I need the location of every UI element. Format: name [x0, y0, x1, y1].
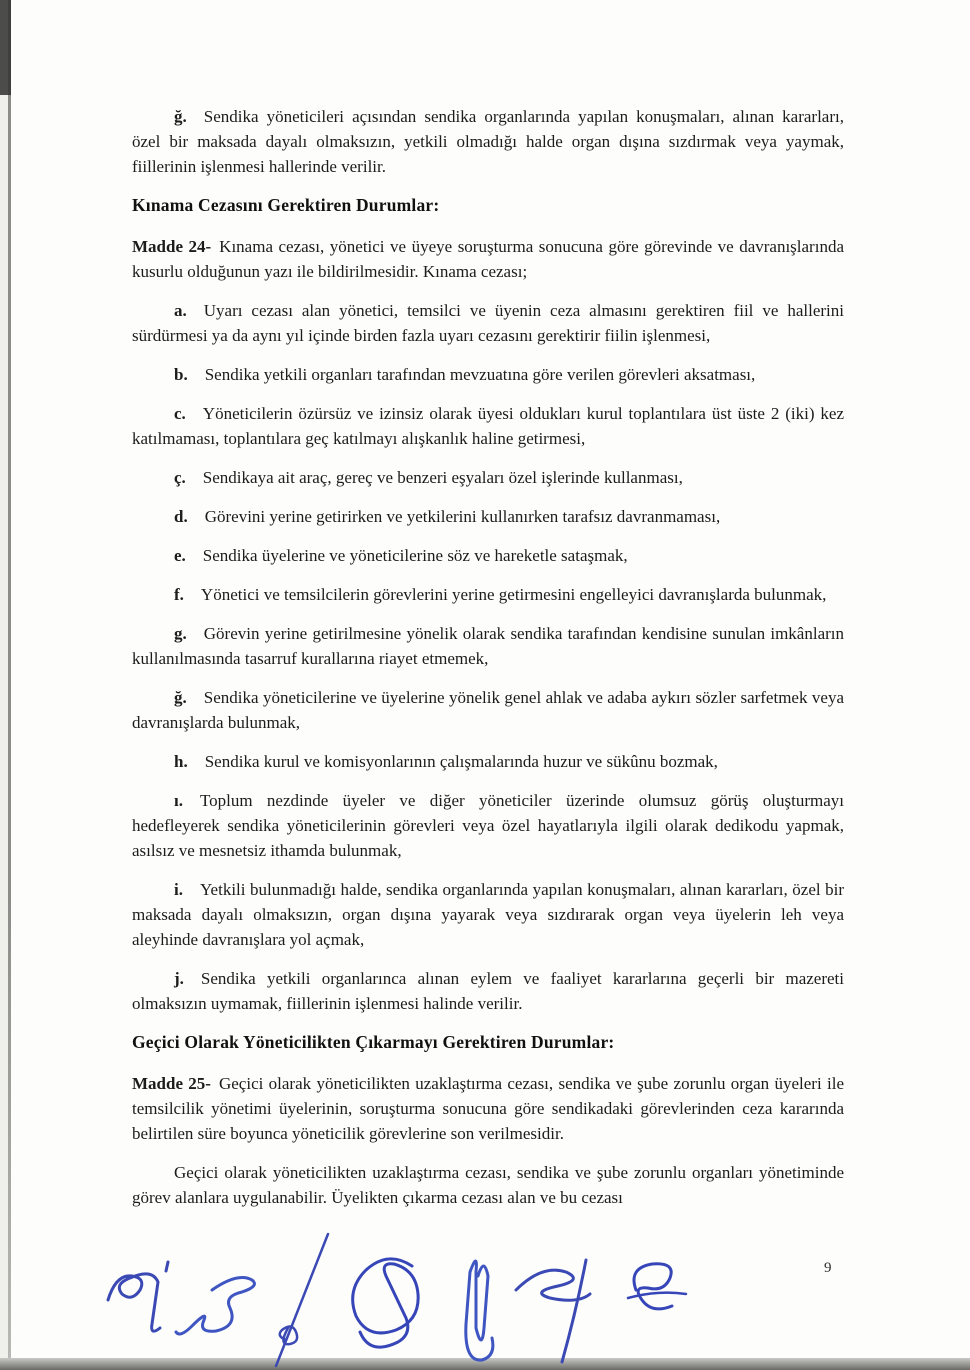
closing-paragraph: Geçici olarak yöneticilikten uzaklaştırma cezası, sendika ve şube zorunlu organları yönetiminde görev alanlara uygulanabilir. Üyelikten çıkarma cezası alan ve bu cezası	[132, 1163, 844, 1207]
clause-label: c.	[174, 404, 186, 423]
signature-7	[634, 1264, 672, 1309]
clause-c	[132, 401, 844, 451]
clause-text: Yöneticilerin özürsüz ve izinsiz olarak üyesi oldukları kurul toplantılara üst üste 2 (iki) kez katılmaması, toplantılara geç katılmayı alışkanlık haline getirmesi,	[132, 404, 844, 448]
clause-text: Yetkili bulunmadığı halde, sendika organlarında yapılan konuşmaları, alınan kararları, özel bir maksada dayalı olmaksızın, organ dışına yayarak veya sızdırarak organ veya üyelerin leh veya aleyhinde davranışlara yol açmak,	[132, 880, 844, 949]
clause-c-cedilla	[132, 465, 844, 490]
clause-label: i.	[174, 880, 183, 899]
clause-f	[132, 582, 844, 607]
clause-text: Sendika yetkili organları tarafından mevzuatına göre verilen görevleri aksatması,	[204, 365, 756, 384]
clause-b	[132, 362, 844, 387]
scan-edge-line	[8, 0, 11, 1370]
clause-g-breve	[132, 685, 844, 735]
clause-text: Sendika yöneticileri açısından sendika organlarında yapılan konuşmaları, alınan kararları, özel bir maksada dayalı olmaksızın, yetkili olmadığı halde organ dışına sızdırmak veya yaymak, fiillerinin işlenmesi hallerinde verilir.	[132, 107, 844, 176]
clause-label: f.	[174, 585, 184, 604]
signatures-svg	[80, 1232, 700, 1370]
heading-kinama-cezasi: Kınama Cezasını Gerektiren Durumlar:	[132, 195, 440, 215]
clause-text: Sendika kurul ve komisyonlarının çalışmalarında huzur ve sükûnu bozmak,	[204, 752, 718, 771]
clause-text: Yönetici ve temsilcilerin görevlerini yerine getirmesini engelleyici davranışlarda bulunmak,	[200, 585, 827, 604]
clause-g	[132, 621, 844, 671]
document-body	[132, 104, 844, 1224]
clause-h	[132, 749, 844, 774]
clause-text: Görevin yerine getirilmesine yönelik olarak sendika tarafından kendisine sunulan imkânların kullanılmasında tasarruf kurallarına riayet etmemek,	[132, 624, 844, 668]
clause-j	[132, 966, 844, 1016]
signature-2	[176, 1278, 254, 1334]
clause-dotless-i	[132, 788, 844, 863]
clause-a	[132, 298, 844, 348]
heading-gecici-olarak: Geçici Olarak Yöneticilikten Çıkarmayı Gerektiren Durumlar:	[132, 1032, 615, 1052]
signature-1	[108, 1274, 160, 1331]
page-number: 9	[824, 1260, 832, 1276]
signature-1-dot	[166, 1262, 168, 1271]
article-label: Madde 24-	[132, 237, 212, 256]
clause-label: ğ.	[174, 688, 187, 707]
clause-label: a.	[174, 301, 187, 320]
signature-6-stem	[562, 1260, 586, 1362]
article-text: Geçici olarak yöneticilikten uzaklaştırma cezası, sendika ve şube zorunlu organ üyeleri ile temsilcilik yönetimi üyelerinin, soruşturma sonucuna göre sendikadaki görevlerinden ceza kararında belirtilen süre boyunca yöneticilik görevlerine son verilmesidir.	[132, 1074, 844, 1143]
clause-text: Sendika üyelerine ve yöneticilerine söz ve hareketle sataşmak,	[202, 546, 628, 565]
clause-label: d.	[174, 507, 188, 526]
clause-label: ı.	[174, 791, 183, 810]
clause-label: b.	[174, 365, 188, 384]
article-label: Madde 25-	[132, 1074, 211, 1093]
clause-text: Sendika yöneticilerine ve üyelerine yönelik genel ahlak ve adaba aykırı sözler sarfetmek veya davranışlarda bulunmak,	[132, 688, 844, 732]
clause-text: Toplum nezdinde üyeler ve diğer yöneticiler üzerinde olumsuz görüş oluşturmayı hedefleyerek sendika yöneticilerinin görevleri veya özel hayatlarıyla ilgili olarak dedikodu yapmak, asılsız ve mesnetsiz ithamda bulunmak,	[132, 791, 844, 860]
clause-label: g.	[174, 624, 187, 643]
article-text: Kınama cezası, yönetici ve üyeye soruşturma sonucuna göre görevinde ve davranışlarında kusurlu olduğunun yazı ile bildirilmesidir. Kınama cezası;	[132, 237, 844, 281]
clause-i	[132, 877, 844, 952]
clause-text: Sendikaya ait araç, gereç ve benzeri eşyaları özel işlerinde kullanması,	[202, 468, 683, 487]
signature-3	[276, 1234, 328, 1366]
signature-5	[466, 1261, 493, 1360]
clause-text: Sendika yetkili organlarınca alınan eylem ve faaliyet kararlarına geçerli bir mazereti olmaksızın uymamak, fiillerinin işlenmesi halinde verilir.	[132, 969, 844, 1013]
article-25	[132, 1071, 844, 1146]
article-24	[132, 234, 844, 284]
clause-label: e.	[174, 546, 186, 565]
clause-text: Uyarı cezası alan yönetici, temsilci ve üyenin ceza almasını gerektiren fiil ve hallerini sürdürmesi ya da aynı yıl içinde birden fazla uyarı cezasını gerektirir fiilin işlenmesi,	[132, 301, 844, 345]
clause-label: h.	[174, 752, 188, 771]
clause-g-breve-prev	[132, 104, 844, 179]
scan-left-edge	[0, 0, 8, 1370]
signatures-block	[80, 1232, 700, 1370]
signature-7-cross	[628, 1293, 686, 1298]
clause-text: Görevini yerine getirirken ve yetkilerini kullanırken tarafsız davranmaması,	[204, 507, 721, 526]
clause-label: j.	[174, 969, 184, 988]
clause-d	[132, 504, 844, 529]
clause-label: ç.	[174, 468, 186, 487]
clause-e	[132, 543, 844, 568]
signature-4	[353, 1259, 418, 1347]
clause-label: ğ.	[174, 107, 187, 126]
